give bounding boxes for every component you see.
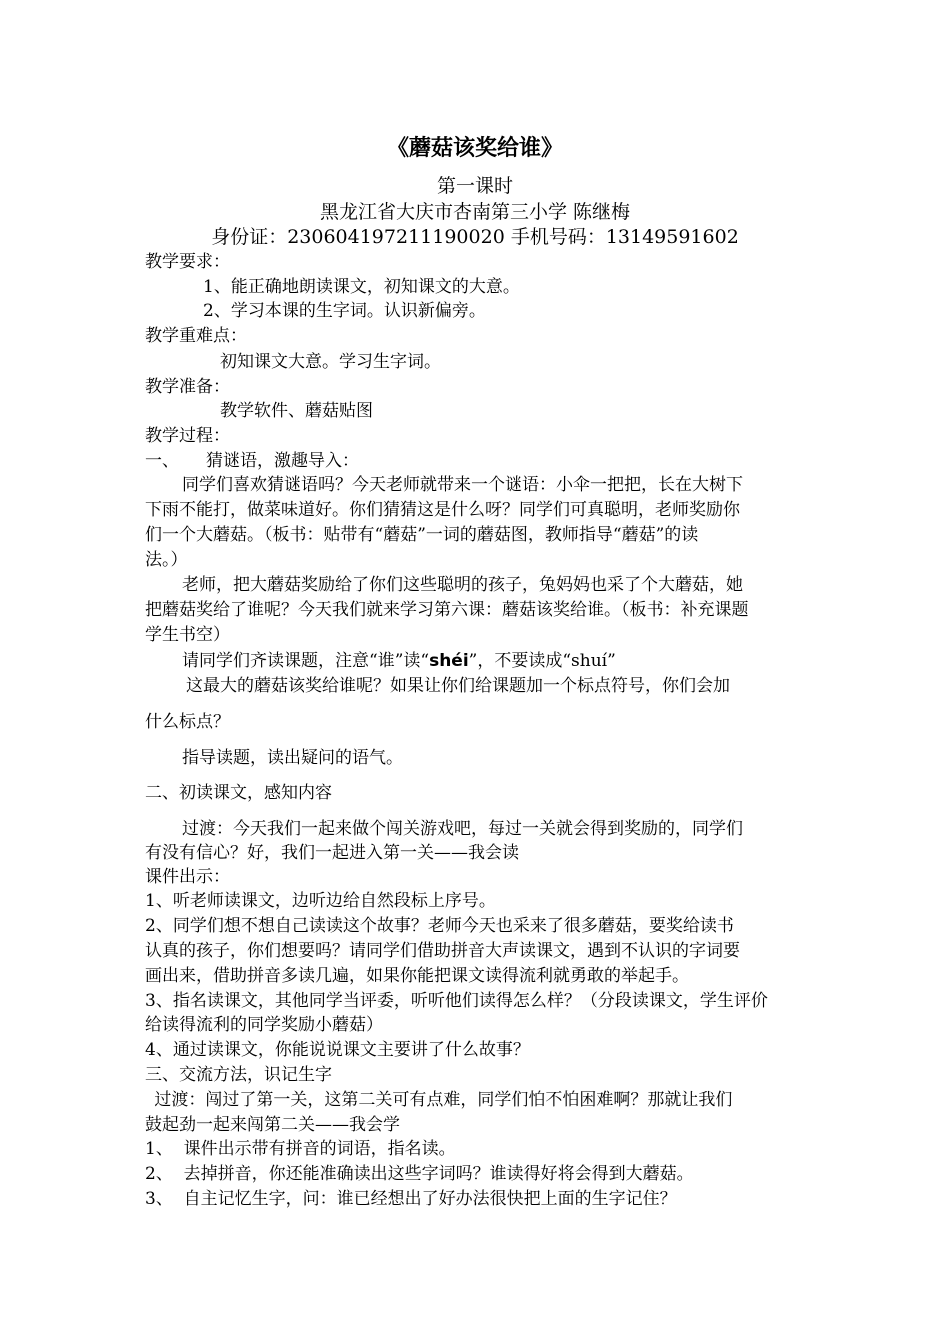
paragraph-line: 法。） [145,550,188,570]
pinyin-note-text: ”，不要读成“shuí” [468,651,616,671]
paragraph-line: 这最大的蘑菇该奖给谁呢？如果让你们给课题加一个标点符号，你们会加 [186,676,730,696]
list-item: 2、同学们想不想自己读读这个故事？老师今天也采来了很多蘑菇，要奖给读书 [145,916,734,936]
paragraph-line: 学生书空） [145,625,230,645]
key-points-heading: 教学重难点： [145,326,247,346]
id-line: 身份证：230604197211190020 手机号码：13149591602 [211,226,739,248]
doc-title: 《蘑菇该奖给谁》 [386,135,563,161]
section-2-heading: 二、初读课文，感知内容 [145,783,332,803]
lesson-label: 第一课时 [436,175,513,197]
paragraph-line: 过渡：闯过了第一关，这第二关可有点难，同学们怕不怕困难啊？那就让我们 [149,1090,733,1110]
preparation-item: 教学软件、蘑菇贴图 [220,401,373,421]
list-item: 4、通过读课文，你能说说课文主要讲了什么故事？ [145,1040,530,1060]
section-3-heading: 三、交流方法，识记生字 [145,1065,332,1085]
list-item-line: 给读得流利的同学奖励小蘑菇） [145,1015,383,1035]
list-item: 3、 自主记忆生字，问：谁已经想出了好办法很快把上面的生字记住？ [145,1189,677,1209]
key-point-item: 初知课文大意。学习生字词。 [220,352,441,372]
paragraph-line [182,649,616,673]
requirement-item: 2、学习本课的生字词。认识新偏旁。 [203,301,486,321]
paragraph-line: 把蘑菇奖给了谁呢？今天我们就来学习第六课：蘑菇该奖给谁。（板书：补充课题 [145,600,749,620]
list-item-line: 认真的孩子，你们想要吗？请同学们借助拼音大声读课文，遇到不认识的字词要 [145,941,740,961]
paragraph-line: 下雨不能打，做菜味道好。你们猜猜这是什么呀？同学们可真聪明，老师奖励你 [145,500,740,520]
paragraph-line: 指导读题，读出疑问的语气。 [182,748,403,768]
list-item-line: 画出来，借助拼音多读几遍，如果你能把课文读得流利就勇敢的举起手。 [145,966,689,986]
list-item: 1、听老师读课文，边听边给自然段标上序号。 [145,891,496,911]
list-item: 2、 去掉拼音，你还能准确读出这些字词吗？谁读得好将会得到大蘑菇。 [145,1164,694,1184]
paragraph-line: 过渡：今天我们一起来做个闯关游戏吧，每过一关就会得到奖励的，同学们 [182,819,743,839]
paragraph-line: 什么标点？ [145,712,230,732]
paragraph-line: 同学们喜欢猜谜语吗？今天老师就带来一个谜语：小伞一把把，长在大树下 [182,475,743,495]
courseware-label: 课件出示： [145,867,230,887]
list-item: 3、指名读课文，其他同学当评委，听听他们读得怎么样？（分段读课文，学生评价 [145,991,768,1011]
pinyin-note-text: 请同学们齐读课题，注意“谁”读“ [182,651,430,671]
paragraph-line: 老师，把大蘑菇奖励给了你们这些聪明的孩子，兔妈妈也采了个大蘑菇，她 [182,575,743,595]
process-heading: 教学过程： [145,426,230,446]
author-line: 黑龙江省大庆市杏南第三小学 陈继梅 [319,201,631,223]
requirements-heading: 教学要求： [145,252,230,272]
requirement-item: 1、能正确地朗读课文，初知课文的大意。 [203,277,520,297]
preparation-heading: 教学准备： [145,377,230,397]
section-1-heading: 一、 猜谜语，激趣导入： [145,451,360,471]
paragraph-line: 们一个大蘑菇。（板书：贴带有“蘑菇”一词的蘑菇图，教师指导“蘑菇”的读 [145,525,699,545]
list-item: 1、 课件出示带有拼音的词语，指名读。 [145,1139,456,1159]
paragraph-line: 鼓起劲一起来闯第二关——我会学 [145,1115,400,1135]
paragraph-line: 有没有信心？好，我们一起进入第一关——我会读 [145,843,519,863]
pinyin-correct: shéi [429,651,469,671]
